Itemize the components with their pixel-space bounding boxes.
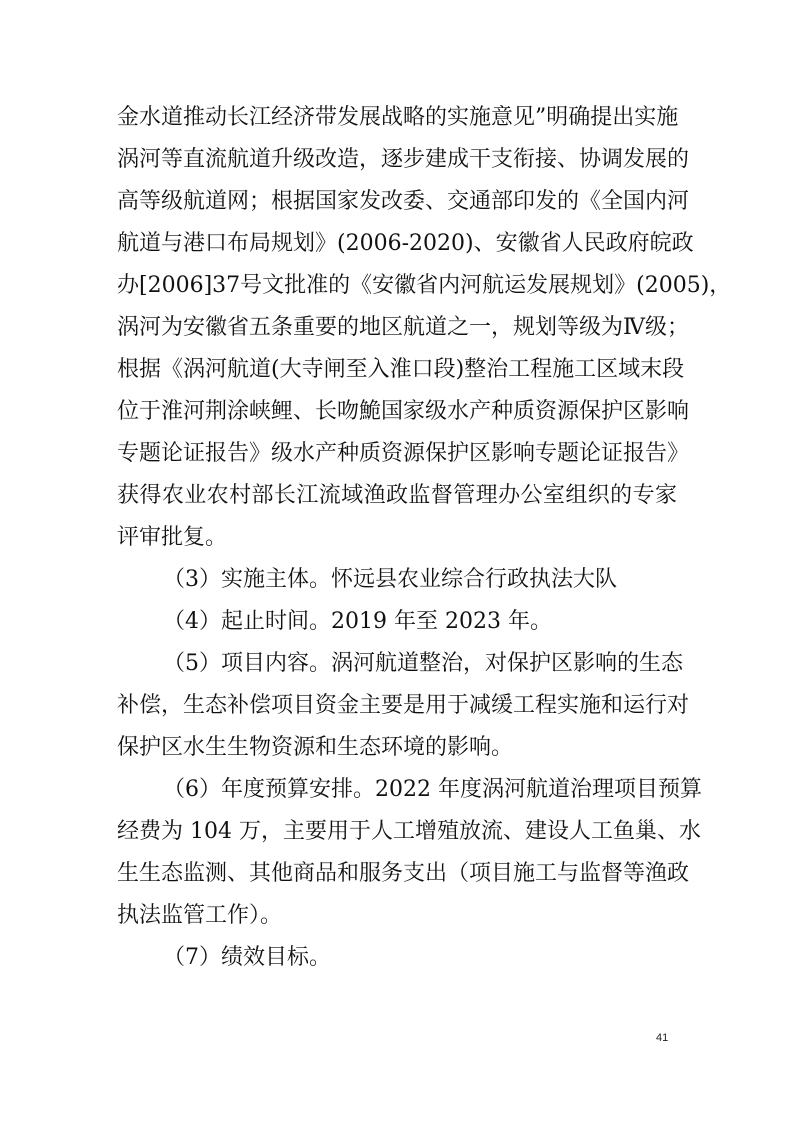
text-line: （4）起止时间。2019 年至 2023 年。 — [163, 609, 552, 634]
text-line: 获得农业农村部长江流域渔政监督管理办公室组织的专家 — [117, 483, 677, 508]
text-line: （3）实施主体。怀远县农业综合行政执法大队 — [163, 567, 617, 592]
text-line: 执法监管工作）。 — [117, 903, 283, 928]
text-line: 经费为 104 万，主要用于人工增殖放流、建设人工鱼巢、水 — [117, 819, 701, 844]
text-line: 根据《涡河航道(大寺闸至入淮口段)整治工程施工区域末段 — [117, 357, 685, 382]
text-line: 生生态监测、其他商品和服务支出（项目施工与监督等渔政 — [117, 861, 690, 886]
text-line: 专题论证报告》级水产种质资源保护区影响专题论证报告》 — [117, 441, 690, 466]
text-line: （5）项目内容。涡河航道整治，对保护区影响的生态 — [163, 651, 683, 676]
text-line: 金水道推动长江经济带发展战略的实施意见”明确提出实施 — [117, 105, 679, 130]
text-line: 补偿，生态补偿项目资金主要是用于减缓工程实施和运行对 — [117, 693, 690, 718]
text-line: （7）绩效目标。 — [163, 945, 331, 970]
page-number: 41 — [656, 1032, 669, 1044]
text-line: 评审批复。 — [117, 525, 228, 550]
text-line: 办[2006]37号文批准的《安徽省内河航运发展规划》(2005)， — [117, 273, 732, 298]
text-line: 位于淮河荆涂峡鲤、长吻鮠国家级水产种质资源保护区影响 — [117, 399, 690, 424]
text-line: 航道与港口布局规划》(2006-2020)、安徽省人民政府皖政 — [117, 231, 694, 256]
text-line: 涡河为安徽省五条重要的地区航道之一，规划等级为Ⅳ级； — [117, 315, 689, 340]
text-line: （6）年度预算安排。2022 年度涡河航道治理项目预算 — [163, 777, 702, 802]
text-line: 高等级航道网；根据国家发改委、交通部印发的《全国内河 — [117, 189, 690, 214]
text-line: 涡河等直流航道升级改造，逐步建成干支衔接、协调发展的 — [117, 147, 690, 172]
text-line: 保护区水生生物资源和生态环境的影响。 — [117, 735, 514, 760]
